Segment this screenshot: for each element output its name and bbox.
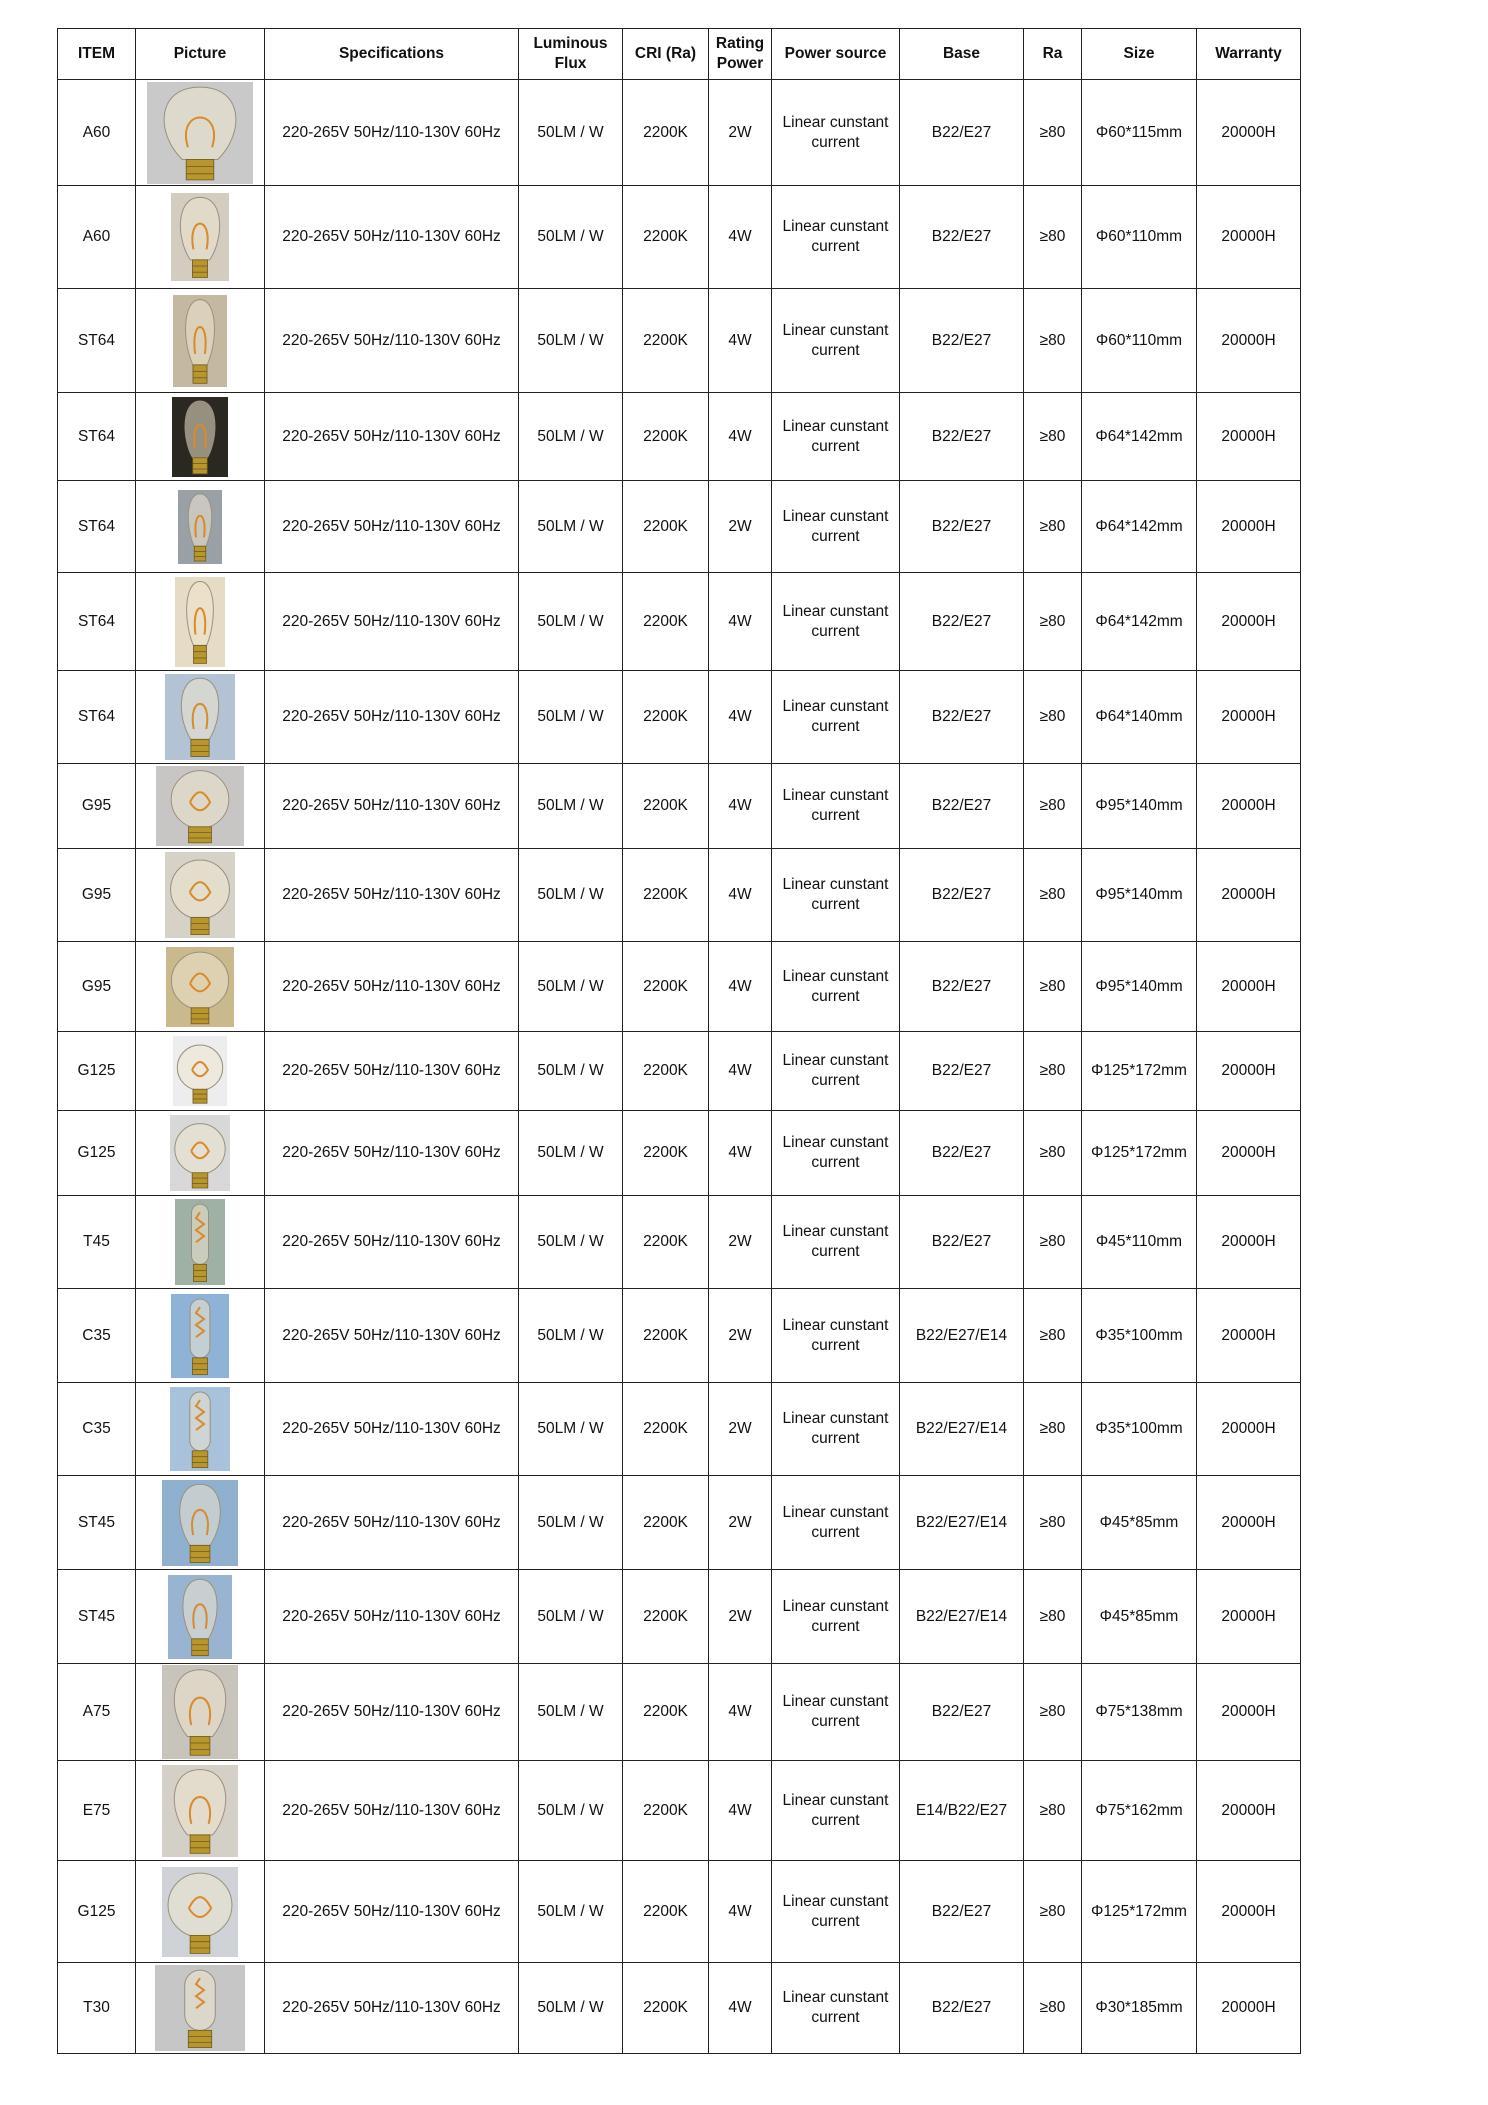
table-body <box>58 80 1301 2054</box>
ra-cell: ≥80 <box>1024 186 1082 289</box>
table-row <box>58 1111 1301 1196</box>
warranty-cell: 20000H <box>1197 289 1301 393</box>
picture-cell <box>136 1032 265 1111</box>
a-bulb-icon <box>147 82 253 184</box>
base-cell: B22/E27 <box>900 942 1024 1032</box>
ra-cell: ≥80 <box>1024 1111 1082 1196</box>
base-cell: B22/E27 <box>900 1032 1024 1111</box>
size-cell: Φ35*100mm <box>1082 1383 1197 1476</box>
base-cell: B22/E27 <box>900 1861 1024 1963</box>
header-cri: CRI (Ra) <box>623 29 709 80</box>
table-row <box>58 1664 1301 1761</box>
specifications-cell: 220-265V 50Hz/110-130V 60Hz <box>265 1570 519 1664</box>
header-rating-power: Rating Power <box>709 29 772 80</box>
table-row <box>58 1476 1301 1570</box>
item-cell: G125 <box>58 1861 136 1963</box>
globe-bulb-icon <box>156 766 244 846</box>
luminous-flux-cell: 50LM / W <box>519 289 623 393</box>
item-cell: G95 <box>58 942 136 1032</box>
luminous-flux-cell: 50LM / W <box>519 573 623 671</box>
header-specifications: Specifications <box>265 29 519 80</box>
power-source-cell: Linear cunstant current <box>772 481 900 573</box>
globe-bulb-icon <box>170 1115 230 1191</box>
size-cell: Φ45*85mm <box>1082 1570 1197 1664</box>
power-source-cell: Linear cunstant current <box>772 573 900 671</box>
luminous-flux-cell: 50LM / W <box>519 1383 623 1476</box>
specifications-cell: 220-265V 50Hz/110-130V 60Hz <box>265 393 519 481</box>
luminous-flux-cell: 50LM / W <box>519 849 623 942</box>
tube-bulb-icon <box>155 1965 245 2051</box>
luminous-flux-cell: 50LM / W <box>519 186 623 289</box>
size-cell: Φ125*172mm <box>1082 1032 1197 1111</box>
candle-bulb-icon <box>170 1387 230 1471</box>
rating-power-cell: 2W <box>709 1383 772 1476</box>
header-power-source: Power source <box>772 29 900 80</box>
candle-bulb-icon <box>171 1294 229 1378</box>
specifications-cell: 220-265V 50Hz/110-130V 60Hz <box>265 1861 519 1963</box>
cri-cell: 2200K <box>623 481 709 573</box>
table-row <box>58 186 1301 289</box>
luminous-flux-cell: 50LM / W <box>519 1963 623 2054</box>
size-cell: Φ95*140mm <box>1082 942 1197 1032</box>
power-source-cell: Linear cunstant current <box>772 1761 900 1861</box>
warranty-cell: 20000H <box>1197 764 1301 849</box>
warranty-cell: 20000H <box>1197 80 1301 186</box>
picture-cell <box>136 289 265 393</box>
luminous-flux-cell: 50LM / W <box>519 80 623 186</box>
size-cell: Φ60*115mm <box>1082 80 1197 186</box>
ra-cell: ≥80 <box>1024 1861 1082 1963</box>
ra-cell: ≥80 <box>1024 764 1082 849</box>
specifications-cell: 220-265V 50Hz/110-130V 60Hz <box>265 671 519 764</box>
picture-cell <box>136 1664 265 1761</box>
rating-power-cell: 2W <box>709 80 772 186</box>
luminous-flux-cell: 50LM / W <box>519 481 623 573</box>
ra-cell: ≥80 <box>1024 671 1082 764</box>
item-cell: A60 <box>58 80 136 186</box>
specifications-cell: 220-265V 50Hz/110-130V 60Hz <box>265 1963 519 2054</box>
size-cell: Φ64*142mm <box>1082 393 1197 481</box>
table-row <box>58 1963 1301 2054</box>
power-source-cell: Linear cunstant current <box>772 1570 900 1664</box>
rating-power-cell: 4W <box>709 186 772 289</box>
power-source-cell: Linear cunstant current <box>772 942 900 1032</box>
rating-power-cell: 2W <box>709 481 772 573</box>
luminous-flux-cell: 50LM / W <box>519 1289 623 1383</box>
size-cell: Φ95*140mm <box>1082 764 1197 849</box>
item-cell: ST64 <box>58 289 136 393</box>
picture-cell <box>136 80 265 186</box>
picture-cell <box>136 1861 265 1963</box>
luminous-flux-cell: 50LM / W <box>519 671 623 764</box>
st-bulb-icon <box>173 295 227 387</box>
rating-power-cell: 4W <box>709 1032 772 1111</box>
cri-cell: 2200K <box>623 1570 709 1664</box>
table-row <box>58 1570 1301 1664</box>
specifications-cell: 220-265V 50Hz/110-130V 60Hz <box>265 481 519 573</box>
rating-power-cell: 4W <box>709 764 772 849</box>
specifications-cell: 220-265V 50Hz/110-130V 60Hz <box>265 942 519 1032</box>
specifications-cell: 220-265V 50Hz/110-130V 60Hz <box>265 1289 519 1383</box>
warranty-cell: 20000H <box>1197 1032 1301 1111</box>
base-cell: B22/E27 <box>900 764 1024 849</box>
specifications-cell: 220-265V 50Hz/110-130V 60Hz <box>265 289 519 393</box>
rating-power-cell: 4W <box>709 1664 772 1761</box>
base-cell: B22/E27/E14 <box>900 1289 1024 1383</box>
power-source-cell: Linear cunstant current <box>772 80 900 186</box>
picture-cell <box>136 942 265 1032</box>
base-cell: E14/B22/E27 <box>900 1761 1024 1861</box>
globe-bulb-icon <box>166 947 234 1027</box>
base-cell: B22/E27 <box>900 1196 1024 1289</box>
picture-cell <box>136 1111 265 1196</box>
luminous-flux-cell: 50LM / W <box>519 1664 623 1761</box>
item-cell: C35 <box>58 1289 136 1383</box>
globe-bulb-icon <box>165 852 235 938</box>
specifications-cell: 220-265V 50Hz/110-130V 60Hz <box>265 1664 519 1761</box>
cri-cell: 2200K <box>623 1111 709 1196</box>
size-cell: Φ75*162mm <box>1082 1761 1197 1861</box>
warranty-cell: 20000H <box>1197 1570 1301 1664</box>
base-cell: B22/E27 <box>900 1111 1024 1196</box>
picture-cell <box>136 573 265 671</box>
picture-cell <box>136 1289 265 1383</box>
rating-power-cell: 4W <box>709 1963 772 2054</box>
warranty-cell: 20000H <box>1197 1664 1301 1761</box>
picture-cell <box>136 1761 265 1861</box>
base-cell: B22/E27 <box>900 289 1024 393</box>
header-picture: Picture <box>136 29 265 80</box>
cri-cell: 2200K <box>623 1861 709 1963</box>
warranty-cell: 20000H <box>1197 573 1301 671</box>
rating-power-cell: 2W <box>709 1196 772 1289</box>
warranty-cell: 20000H <box>1197 481 1301 573</box>
ra-cell: ≥80 <box>1024 393 1082 481</box>
st-bulb-icon <box>178 490 222 564</box>
table-row <box>58 1032 1301 1111</box>
size-cell: Φ45*110mm <box>1082 1196 1197 1289</box>
ra-cell: ≥80 <box>1024 1476 1082 1570</box>
item-cell: E75 <box>58 1761 136 1861</box>
ra-cell: ≥80 <box>1024 1761 1082 1861</box>
base-cell: B22/E27/E14 <box>900 1570 1024 1664</box>
rating-power-cell: 2W <box>709 1476 772 1570</box>
rating-power-cell: 4W <box>709 573 772 671</box>
power-source-cell: Linear cunstant current <box>772 1111 900 1196</box>
warranty-cell: 20000H <box>1197 1383 1301 1476</box>
item-cell: ST64 <box>58 573 136 671</box>
item-cell: G125 <box>58 1032 136 1111</box>
power-source-cell: Linear cunstant current <box>772 671 900 764</box>
cri-cell: 2200K <box>623 1383 709 1476</box>
warranty-cell: 20000H <box>1197 1289 1301 1383</box>
st-bulb-icon <box>165 674 235 760</box>
item-cell: G95 <box>58 764 136 849</box>
a-bulb-icon <box>171 193 229 281</box>
item-cell: T30 <box>58 1963 136 2054</box>
rating-power-cell: 4W <box>709 1111 772 1196</box>
item-cell: ST45 <box>58 1476 136 1570</box>
warranty-cell: 20000H <box>1197 849 1301 942</box>
cri-cell: 2200K <box>623 289 709 393</box>
item-cell: T45 <box>58 1196 136 1289</box>
power-source-cell: Linear cunstant current <box>772 1664 900 1761</box>
luminous-flux-cell: 50LM / W <box>519 1196 623 1289</box>
picture-cell <box>136 1383 265 1476</box>
cri-cell: 2200K <box>623 393 709 481</box>
rating-power-cell: 4W <box>709 1761 772 1861</box>
header-item: ITEM <box>58 29 136 80</box>
power-source-cell: Linear cunstant current <box>772 289 900 393</box>
rating-power-cell: 4W <box>709 849 772 942</box>
rating-power-cell: 4W <box>709 393 772 481</box>
cri-cell: 2200K <box>623 671 709 764</box>
warranty-cell: 20000H <box>1197 1963 1301 2054</box>
cri-cell: 2200K <box>623 1963 709 2054</box>
cri-cell: 2200K <box>623 1761 709 1861</box>
rating-power-cell: 2W <box>709 1289 772 1383</box>
picture-cell <box>136 1196 265 1289</box>
warranty-cell: 20000H <box>1197 942 1301 1032</box>
size-cell: Φ125*172mm <box>1082 1861 1197 1963</box>
cri-cell: 2200K <box>623 1664 709 1761</box>
base-cell: B22/E27 <box>900 573 1024 671</box>
table-row <box>58 764 1301 849</box>
size-cell: Φ35*100mm <box>1082 1289 1197 1383</box>
spec-table <box>57 28 1301 2054</box>
power-source-cell: Linear cunstant current <box>772 1196 900 1289</box>
a-bulb-icon <box>162 1765 238 1857</box>
table-row <box>58 671 1301 764</box>
specifications-cell: 220-265V 50Hz/110-130V 60Hz <box>265 1383 519 1476</box>
luminous-flux-cell: 50LM / W <box>519 393 623 481</box>
table-row <box>58 573 1301 671</box>
size-cell: Φ45*85mm <box>1082 1476 1197 1570</box>
picture-cell <box>136 764 265 849</box>
item-cell: G125 <box>58 1111 136 1196</box>
luminous-flux-cell: 50LM / W <box>519 1861 623 1963</box>
size-cell: Φ64*140mm <box>1082 671 1197 764</box>
base-cell: B22/E27 <box>900 1664 1024 1761</box>
warranty-cell: 20000H <box>1197 1861 1301 1963</box>
rating-power-cell: 4W <box>709 1861 772 1963</box>
header-luminous-flux: Luminous Flux <box>519 29 623 80</box>
base-cell: B22/E27 <box>900 186 1024 289</box>
ra-cell: ≥80 <box>1024 1570 1082 1664</box>
base-cell: B22/E27 <box>900 1963 1024 2054</box>
power-source-cell: Linear cunstant current <box>772 1032 900 1111</box>
ra-cell: ≥80 <box>1024 1664 1082 1761</box>
header-base: Base <box>900 29 1024 80</box>
cri-cell: 2200K <box>623 764 709 849</box>
picture-cell <box>136 186 265 289</box>
item-cell: C35 <box>58 1383 136 1476</box>
picture-cell <box>136 1963 265 2054</box>
power-source-cell: Linear cunstant current <box>772 1476 900 1570</box>
size-cell: Φ30*185mm <box>1082 1963 1197 2054</box>
cri-cell: 2200K <box>623 1196 709 1289</box>
luminous-flux-cell: 50LM / W <box>519 1761 623 1861</box>
base-cell: B22/E27 <box>900 80 1024 186</box>
size-cell: Φ95*140mm <box>1082 849 1197 942</box>
specifications-cell: 220-265V 50Hz/110-130V 60Hz <box>265 80 519 186</box>
rating-power-cell: 2W <box>709 1570 772 1664</box>
table-row <box>58 393 1301 481</box>
item-cell: A60 <box>58 186 136 289</box>
table-row <box>58 1289 1301 1383</box>
st-bulb-icon <box>172 397 228 477</box>
cri-cell: 2200K <box>623 80 709 186</box>
ra-cell: ≥80 <box>1024 481 1082 573</box>
power-source-cell: Linear cunstant current <box>772 764 900 849</box>
size-cell: Φ60*110mm <box>1082 186 1197 289</box>
picture-cell <box>136 849 265 942</box>
power-source-cell: Linear cunstant current <box>772 393 900 481</box>
table-row <box>58 849 1301 942</box>
ra-cell: ≥80 <box>1024 1289 1082 1383</box>
a-bulb-icon <box>162 1665 238 1759</box>
luminous-flux-cell: 50LM / W <box>519 764 623 849</box>
luminous-flux-cell: 50LM / W <box>519 1476 623 1570</box>
specifications-cell: 220-265V 50Hz/110-130V 60Hz <box>265 1476 519 1570</box>
cri-cell: 2200K <box>623 186 709 289</box>
cri-cell: 2200K <box>623 849 709 942</box>
warranty-cell: 20000H <box>1197 393 1301 481</box>
power-source-cell: Linear cunstant current <box>772 1963 900 2054</box>
cri-cell: 2200K <box>623 1476 709 1570</box>
picture-cell <box>136 671 265 764</box>
ra-cell: ≥80 <box>1024 1032 1082 1111</box>
table-row <box>58 1196 1301 1289</box>
table-row <box>58 481 1301 573</box>
picture-cell <box>136 1476 265 1570</box>
base-cell: B22/E27 <box>900 671 1024 764</box>
size-cell: Φ64*142mm <box>1082 573 1197 671</box>
power-source-cell: Linear cunstant current <box>772 849 900 942</box>
table-row <box>58 1383 1301 1476</box>
specifications-cell: 220-265V 50Hz/110-130V 60Hz <box>265 1196 519 1289</box>
st-bulb-icon <box>162 1480 238 1566</box>
power-source-cell: Linear cunstant current <box>772 1289 900 1383</box>
globe-bulb-icon <box>162 1867 238 1957</box>
table-row <box>58 1761 1301 1861</box>
warranty-cell: 20000H <box>1197 1476 1301 1570</box>
specifications-cell: 220-265V 50Hz/110-130V 60Hz <box>265 186 519 289</box>
luminous-flux-cell: 50LM / W <box>519 942 623 1032</box>
specifications-cell: 220-265V 50Hz/110-130V 60Hz <box>265 1032 519 1111</box>
table-row <box>58 942 1301 1032</box>
warranty-cell: 20000H <box>1197 671 1301 764</box>
picture-cell <box>136 1570 265 1664</box>
picture-cell <box>136 481 265 573</box>
cri-cell: 2200K <box>623 942 709 1032</box>
warranty-cell: 20000H <box>1197 1111 1301 1196</box>
specifications-cell: 220-265V 50Hz/110-130V 60Hz <box>265 573 519 671</box>
size-cell: Φ60*110mm <box>1082 289 1197 393</box>
item-cell: ST64 <box>58 671 136 764</box>
ra-cell: ≥80 <box>1024 849 1082 942</box>
warranty-cell: 20000H <box>1197 1196 1301 1289</box>
st-bulb-icon <box>168 1575 232 1659</box>
item-cell: ST64 <box>58 481 136 573</box>
item-cell: ST64 <box>58 393 136 481</box>
cri-cell: 2200K <box>623 1289 709 1383</box>
size-cell: Φ64*142mm <box>1082 481 1197 573</box>
ra-cell: ≥80 <box>1024 573 1082 671</box>
cri-cell: 2200K <box>623 573 709 671</box>
tube-bulb-icon <box>175 1199 225 1285</box>
picture-cell <box>136 393 265 481</box>
ra-cell: ≥80 <box>1024 289 1082 393</box>
size-cell: Φ75*138mm <box>1082 1664 1197 1761</box>
warranty-cell: 20000H <box>1197 1761 1301 1861</box>
base-cell: B22/E27 <box>900 481 1024 573</box>
table-row <box>58 80 1301 186</box>
header-row <box>58 29 1301 80</box>
globe-bulb-icon <box>173 1036 227 1106</box>
header-warranty: Warranty <box>1197 29 1301 80</box>
ra-cell: ≥80 <box>1024 80 1082 186</box>
cri-cell: 2200K <box>623 1032 709 1111</box>
luminous-flux-cell: 50LM / W <box>519 1570 623 1664</box>
base-cell: B22/E27/E14 <box>900 1476 1024 1570</box>
ra-cell: ≥80 <box>1024 942 1082 1032</box>
table-row <box>58 289 1301 393</box>
specifications-cell: 220-265V 50Hz/110-130V 60Hz <box>265 1111 519 1196</box>
st-bulb-icon <box>175 577 225 667</box>
luminous-flux-cell: 50LM / W <box>519 1111 623 1196</box>
specifications-cell: 220-265V 50Hz/110-130V 60Hz <box>265 764 519 849</box>
table-row <box>58 1861 1301 1963</box>
base-cell: B22/E27/E14 <box>900 1383 1024 1476</box>
power-source-cell: Linear cunstant current <box>772 1861 900 1963</box>
luminous-flux-cell: 50LM / W <box>519 1032 623 1111</box>
power-source-cell: Linear cunstant current <box>772 1383 900 1476</box>
header-ra: Ra <box>1024 29 1082 80</box>
ra-cell: ≥80 <box>1024 1963 1082 2054</box>
specifications-cell: 220-265V 50Hz/110-130V 60Hz <box>265 849 519 942</box>
warranty-cell: 20000H <box>1197 186 1301 289</box>
rating-power-cell: 4W <box>709 942 772 1032</box>
specifications-cell: 220-265V 50Hz/110-130V 60Hz <box>265 1761 519 1861</box>
rating-power-cell: 4W <box>709 289 772 393</box>
header-size: Size <box>1082 29 1197 80</box>
base-cell: B22/E27 <box>900 393 1024 481</box>
item-cell: ST45 <box>58 1570 136 1664</box>
ra-cell: ≥80 <box>1024 1383 1082 1476</box>
size-cell: Φ125*172mm <box>1082 1111 1197 1196</box>
power-source-cell: Linear cunstant current <box>772 186 900 289</box>
item-cell: G95 <box>58 849 136 942</box>
rating-power-cell: 4W <box>709 671 772 764</box>
item-cell: A75 <box>58 1664 136 1761</box>
base-cell: B22/E27 <box>900 849 1024 942</box>
ra-cell: ≥80 <box>1024 1196 1082 1289</box>
